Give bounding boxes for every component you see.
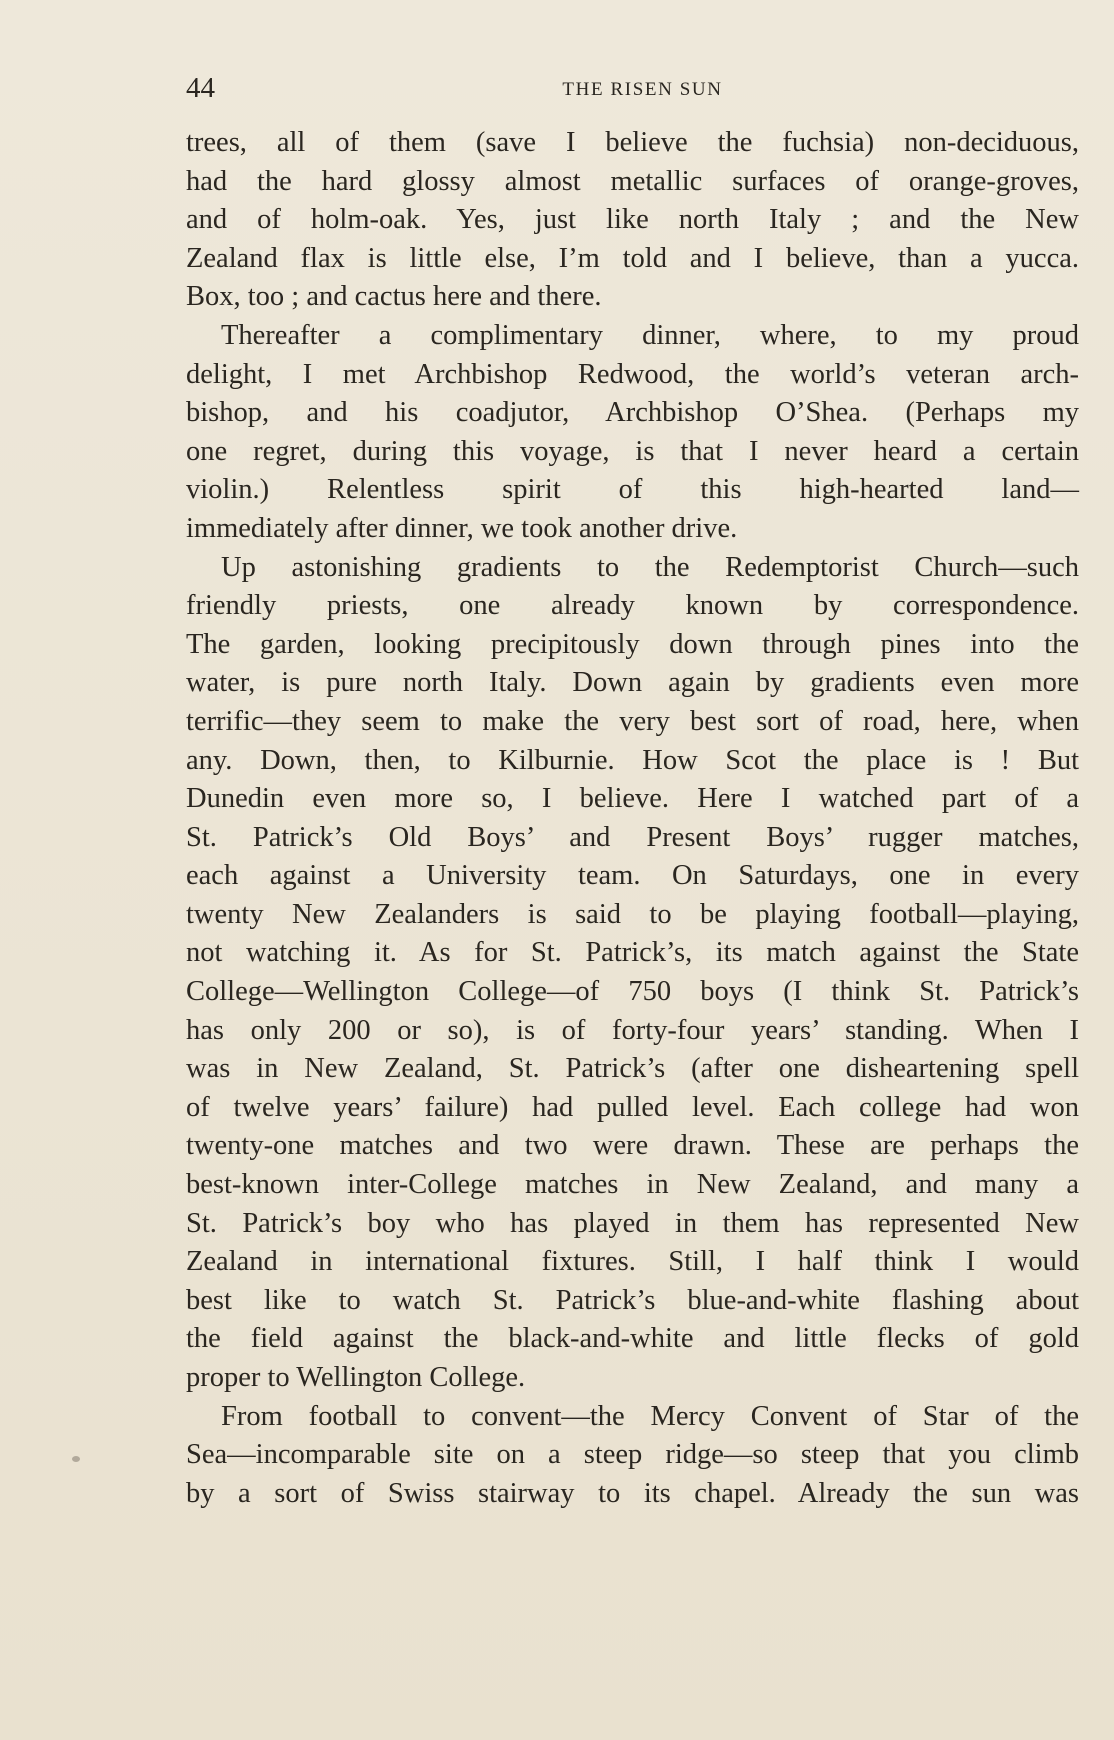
text-line: Sea—incomparable site on a steep ridge—so steep that you climb — [186, 1439, 1079, 1471]
text-line: friendly priests, one already known by correspondence. — [186, 590, 1079, 622]
text-line: Zealand in international fixtures. Still, I half think I would — [186, 1246, 1079, 1278]
text-line: not watching it. As for St. Patrick’s, its match against the State — [186, 937, 1079, 969]
text-line: St. Patrick’s Old Boys’ and Present Boys’ rugger matches, — [186, 821, 1079, 853]
text-line: one regret, during this voyage, is that I never heard a certain — [186, 435, 1079, 467]
text-line: Dunedin even more so, I believe. Here I watched part of a — [186, 783, 1079, 815]
text-line: Box, too ; and cactus here and there. — [186, 281, 602, 313]
paragraph-first-line: Thereafter a complimentary dinner, where, to my proud — [221, 319, 1079, 351]
page-number: 44 — [186, 72, 215, 104]
text-line: twenty New Zealanders is said to be playing football—playing, — [186, 898, 1079, 930]
text-line: trees, all of them (save I believe the fuchsia) non-deciduous, — [186, 127, 1079, 158]
text-line: best-known inter-College matches in New Zealand, and many a — [186, 1169, 1079, 1201]
text-line: best like to watch St. Patrick’s blue-and-white flashing about — [186, 1284, 1079, 1316]
text-line: had the hard glossy almost metallic surfaces of orange-groves, — [186, 165, 1079, 197]
text-line: any. Down, then, to Kilburnie. How Scot the place is ! But — [186, 744, 1079, 776]
running-head — [186, 70, 1079, 106]
text-line: delight, I met Archbishop Redwood, the world’s veteran arch- — [186, 358, 1079, 390]
paragraph-first-line: From football to convent—the Mercy Convent of Star of the — [221, 1400, 1079, 1432]
margin-speck — [72, 1456, 80, 1462]
text-line: immediately after dinner, we took another drive. — [186, 512, 738, 544]
text-line: proper to Wellington College. — [186, 1362, 526, 1393]
text-line: Zealand flax is little else, I’m told and I believe, than a yucca. — [186, 242, 1079, 274]
text-line: and of holm-oak. Yes, just like north Italy ; and the New — [186, 204, 1079, 236]
running-title: THE RISEN SUN — [562, 79, 723, 100]
body-text — [186, 124, 1079, 1513]
text-line: violin.) Relentless spirit of this high-hearted land— — [186, 474, 1079, 506]
text-line: of twelve years’ failure) had pulled level. Each college had won — [186, 1091, 1079, 1123]
text-line: The garden, looking precipitously down through pines into the — [186, 628, 1079, 660]
text-line: College—Wellington College—of 750 boys (I think St. Patrick’s — [186, 976, 1079, 1008]
text-line: bishop, and his coadjutor, Archbishop O’Shea. (Perhaps my — [186, 397, 1079, 429]
text-line: twenty-one matches and two were drawn. These are perhaps the — [186, 1130, 1079, 1162]
text-line: terrific—they seem to make the very best sort of road, here, when — [186, 705, 1079, 737]
text-line: water, is pure north Italy. Down again by gradients even more — [186, 667, 1079, 699]
text-line: has only 200 or so), is of forty-four years’ standing. When I — [186, 1014, 1079, 1046]
text-line: St. Patrick’s boy who has played in them has represented New — [186, 1207, 1079, 1239]
text-line: the field against the black-and-white and little flecks of gold — [186, 1323, 1079, 1355]
text-line: by a sort of Swiss stairway to its chapel. Already the sun was — [186, 1477, 1079, 1509]
text-line: each against a University team. On Saturdays, one in every — [186, 860, 1079, 892]
text-line: was in New Zealand, St. Patrick’s (after one disheartening spell — [186, 1053, 1079, 1085]
paragraph-first-line: Up astonishing gradients to the Redemptorist Church—such — [221, 551, 1079, 583]
